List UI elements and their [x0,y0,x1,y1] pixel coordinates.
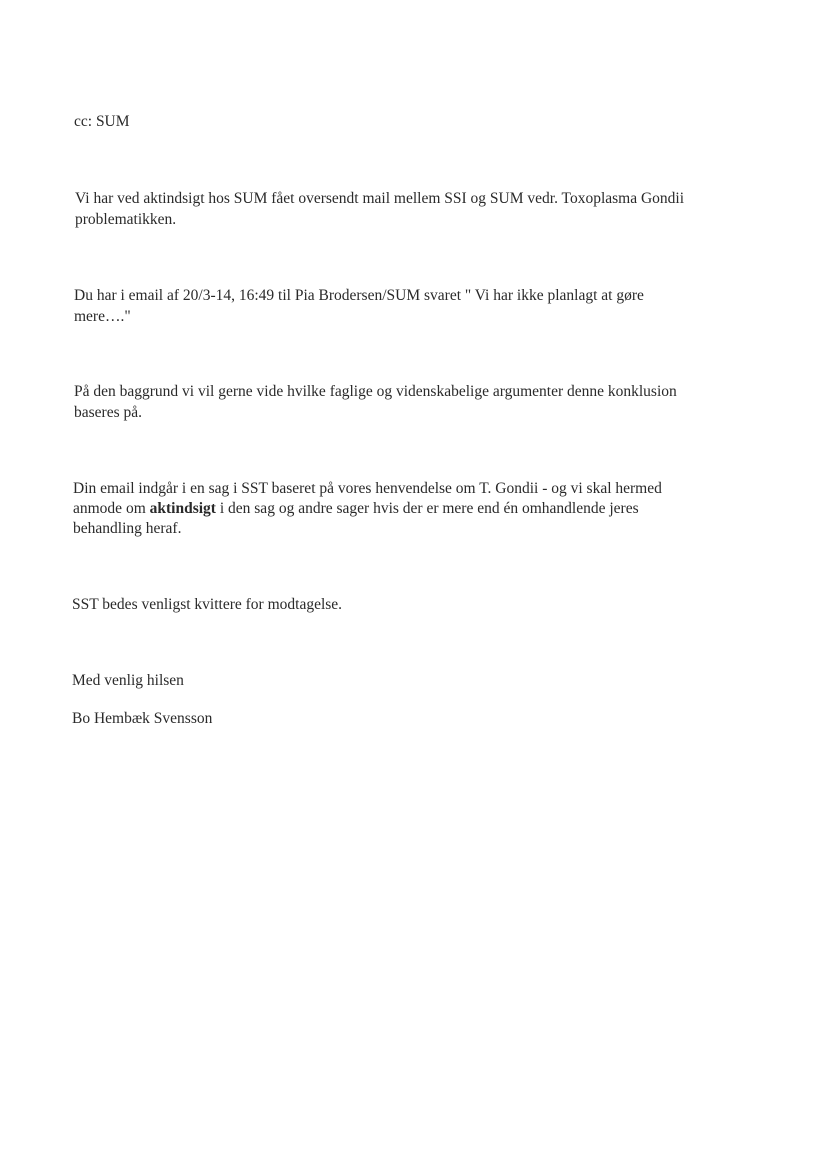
paragraph-4-line-2 [73,498,639,519]
paragraph-1-line-1: Vi har ved aktindsigt hos SUM fået oversendt mail mellem SSI og SUM vedr. Toxoplasma Gondii [75,190,685,207]
paragraph-4-line-3: behandling heraf. [73,520,182,537]
paragraph-3-line-2: baseres på. [74,404,142,421]
paragraph-5: SST bedes venligst kvittere for modtagelse. [72,596,343,613]
paragraph-4-line-2-end: i den sag og andre sager hvis der er mere end én omhandlende jeres [215,500,639,517]
signature-name: Bo Hembæk Svensson [72,710,213,727]
closing-greeting: Med venlig hilsen [72,672,184,689]
paragraph-2-line-1: Du har i email af 20/3-14, 16:49 til Pia Brodersen/SUM svaret " Vi har ikke planlagt at gøre [74,287,644,304]
cc-line: cc: SUM [74,113,130,130]
paragraph-2-line-2: mere…." [74,308,131,325]
paragraph-1-line-2: problematikken. [75,211,177,228]
paragraph-4-line-2-start: anmode om [73,500,150,517]
paragraph-4-line-1: Din email indgår i en sag i SST baseret på vores henvendelse om T. Gondii - og vi skal hermed [73,480,662,497]
aktindsigt-bold-text: aktindsigt [149,500,216,517]
paragraph-3-line-1: På den baggrund vi vil gerne vide hvilke faglige og videnskabelige argumenter denne konklusion [74,383,677,400]
